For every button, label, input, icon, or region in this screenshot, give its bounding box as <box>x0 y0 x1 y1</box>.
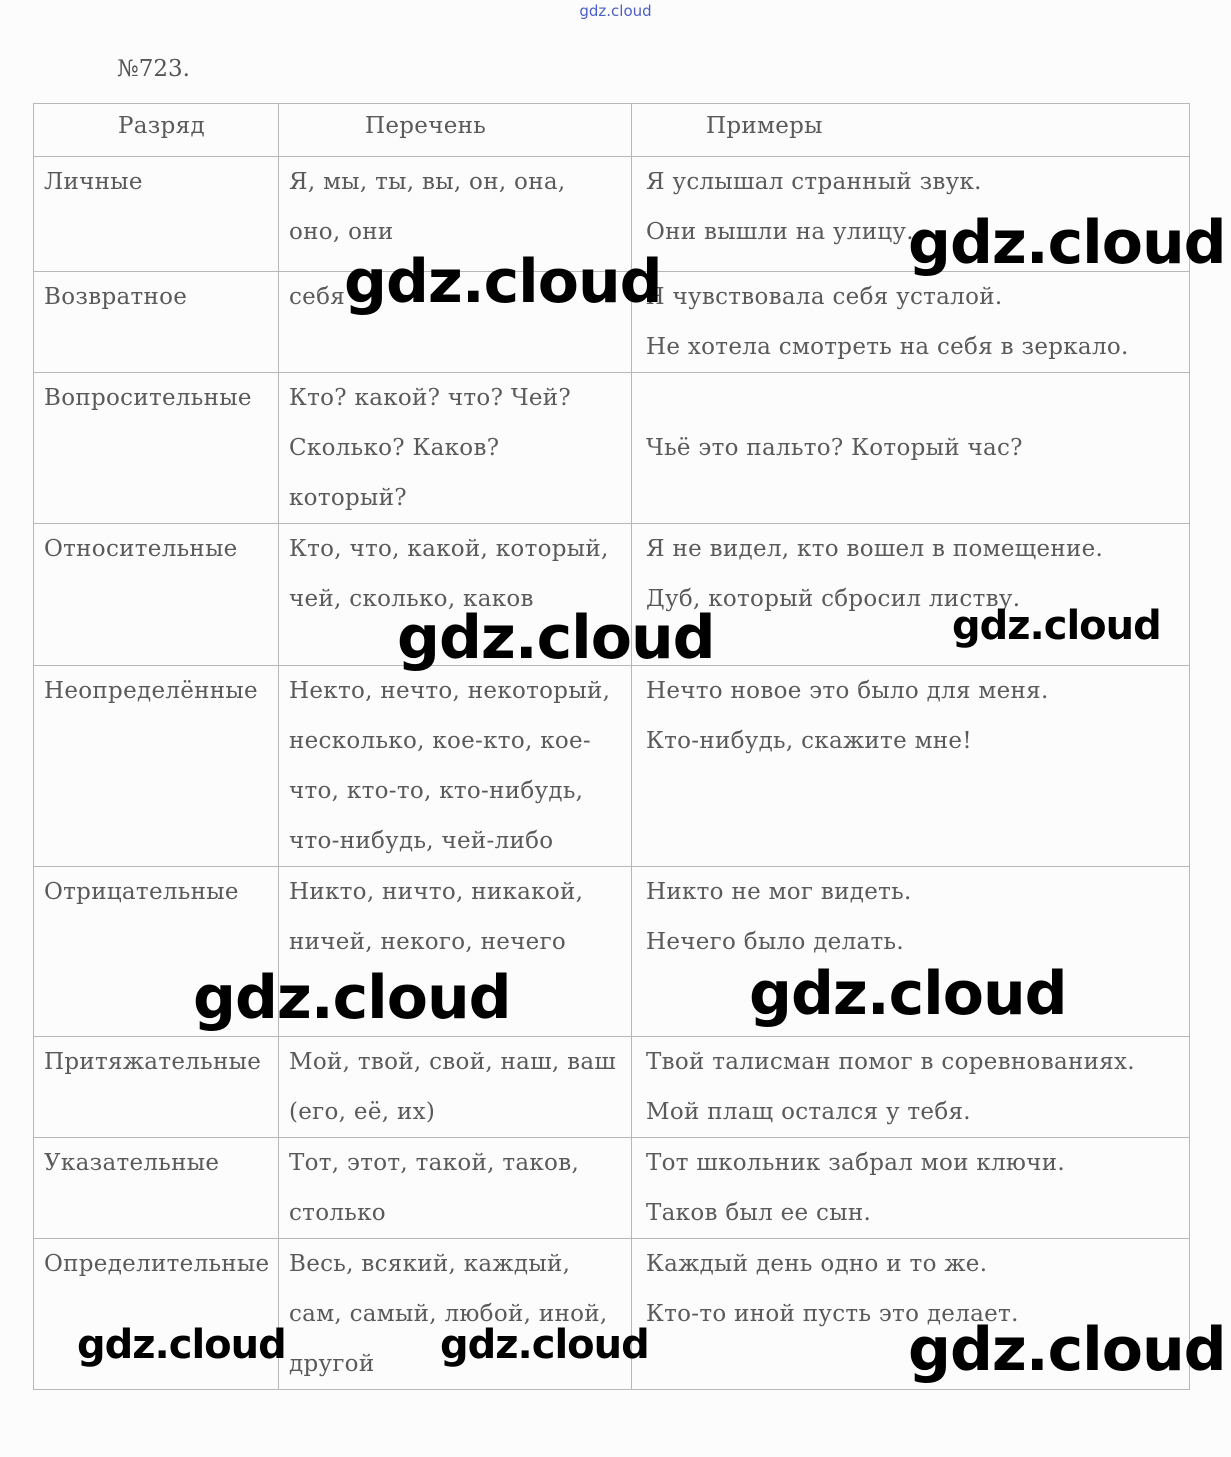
row-category: Неопределённые <box>34 666 279 867</box>
example-line: Мой плащ остался у тебя. <box>646 1099 971 1125</box>
example-line: Каждый день одно и то же. <box>646 1251 988 1277</box>
list-line: Некто, нечто, некоторый, <box>289 678 611 704</box>
task-number: №723. <box>117 56 190 82</box>
row-category: Личные <box>34 157 279 272</box>
list-line: Кто? какой? что? Чей? <box>289 385 572 411</box>
row-category: Притяжательные <box>34 1037 279 1138</box>
header-category: Разряд <box>34 104 279 157</box>
list-line: который? <box>289 485 407 511</box>
example-line: Никто не мог видеть. <box>646 879 912 905</box>
list-line: что-нибудь, чей-либо <box>289 828 554 854</box>
watermark: gdz.cloud <box>344 247 662 317</box>
example-line: Нечего было делать. <box>646 929 904 955</box>
row-list <box>279 373 632 524</box>
row-list <box>279 1138 632 1239</box>
example-line: Кто-нибудь, скажите мне! <box>646 728 972 754</box>
list-line: Тот, этот, такой, таков, <box>289 1150 580 1176</box>
example-line: Тот школьник забрал мои ключи. <box>646 1150 1066 1176</box>
list-line: сам, самый, любой, иной, <box>289 1301 608 1327</box>
row-category: Определительные <box>34 1239 279 1390</box>
example-line <box>646 373 1179 423</box>
list-line: Мой, твой, свой, наш, ваш <box>289 1049 617 1075</box>
site-tag[interactable]: gdz.cloud <box>579 2 652 20</box>
row-list <box>279 1037 632 1138</box>
list-line: себя <box>289 284 346 310</box>
list-line: Весь, всякий, каждый, <box>289 1251 571 1277</box>
list-line: чей, сколько, каков <box>289 586 534 612</box>
example-line: Чьё это пальто? Который час? <box>646 435 1023 461</box>
list-line: что, кто-то, кто-нибудь, <box>289 778 584 804</box>
row-category: Возвратное <box>34 272 279 373</box>
table-row <box>34 373 1190 524</box>
row-examples <box>632 272 1190 373</box>
row-category: Вопросительные <box>34 373 279 524</box>
table-row <box>34 1037 1190 1138</box>
list-line: Я, мы, ты, вы, он, она, <box>289 169 566 195</box>
watermark: gdz.cloud <box>397 603 715 673</box>
table-row <box>34 666 1190 867</box>
row-examples <box>632 666 1190 867</box>
example-line: Я не видел, кто вошел в помещение. <box>646 536 1104 562</box>
table-row <box>34 1138 1190 1239</box>
watermark: gdz.cloud <box>952 603 1161 649</box>
list-line: несколько, кое-кто, кое- <box>289 728 591 754</box>
header-examples: Примеры <box>632 104 1190 157</box>
row-list <box>279 666 632 867</box>
example-line: Я чувствовала себя усталой. <box>646 284 1003 310</box>
list-line: другой <box>289 1351 375 1377</box>
row-category: Отрицательные <box>34 867 279 1037</box>
header-list: Перечень <box>279 104 632 157</box>
row-examples <box>632 373 1190 524</box>
watermark: gdz.cloud <box>77 1322 286 1368</box>
example-line: Они вышли на улицу. <box>646 219 914 245</box>
list-line: столько <box>289 1200 386 1226</box>
example-line: Дуб, который сбросил листву. <box>646 586 1021 612</box>
list-line: Никто, ничто, никакой, <box>289 879 584 905</box>
list-line: оно, они <box>289 219 394 245</box>
row-category: Относительные <box>34 524 279 666</box>
watermark: gdz.cloud <box>749 959 1067 1029</box>
table-header-row <box>34 104 1190 157</box>
watermark: gdz.cloud <box>193 963 511 1033</box>
example-line: Таков был ее сын. <box>646 1200 872 1226</box>
row-category: Указательные <box>34 1138 279 1239</box>
example-line: Не хотела смотреть на себя в зеркало. <box>646 334 1129 360</box>
row-examples <box>632 1037 1190 1138</box>
watermark: gdz.cloud <box>440 1322 649 1368</box>
example-line: Нечто новое это было для меня. <box>646 678 1049 704</box>
row-examples <box>632 1138 1190 1239</box>
example-line: Кто-то иной пусть это делает. <box>646 1301 1019 1327</box>
watermark: gdz.cloud <box>908 1315 1226 1385</box>
example-line: Я услышал странный звук. <box>646 169 982 195</box>
list-line: Кто, что, какой, который, <box>289 536 609 562</box>
list-line: Сколько? Каков? <box>289 435 500 461</box>
example-line: Твой талисман помог в соревнованиях. <box>646 1049 1135 1075</box>
watermark: gdz.cloud <box>908 208 1226 278</box>
list-line: ничей, некого, нечего <box>289 929 567 955</box>
list-line: (его, её, их) <box>289 1099 436 1125</box>
